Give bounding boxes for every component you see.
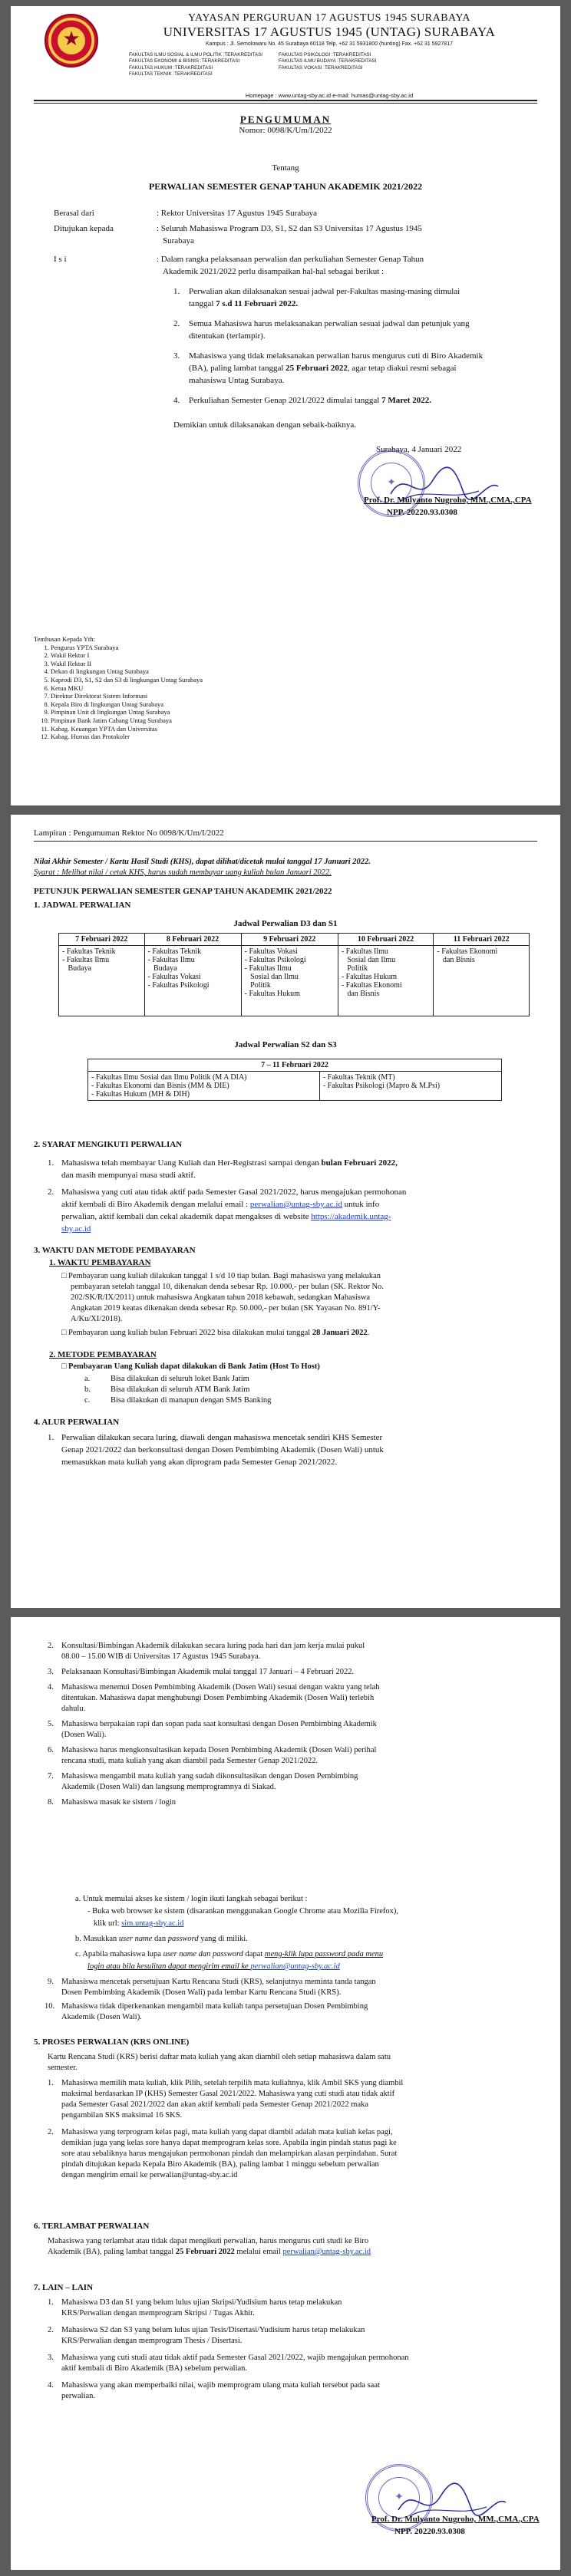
payment-text: □ Pembayaran uang kuliah dilakukan tanggal 1 s/d 10 tiap bulan. Bagi mahasiswa yang melakukan [61,1272,381,1280]
section-heading: 4. ALUR PERWALIAN [34,1418,120,1427]
item-text: Konsultasi/Bimbingan Akademik dilakukan secara luring pada hari dan jam kerja mulai pukul [61,1642,365,1650]
item-text: 08.00 – 15.00 WIB di Universitas 17 Agustus 1945 Surabaya. [61,1652,261,1661]
item-text: Mahasiswa yang akan memperbaiki nilai, wajib memprogram ulang mata kuliah tersebut pada saat [61,2381,380,2390]
table-cell: - Fakultas Ilmu Sosial dan Ilmu Politik - Fakultas Hukum - Fakultas Ekonomi dan Bisnis [338,946,434,1016]
item-text: Mahasiswa yang tidak melaksanakan perwalian harus mengurus cuti di Biro Akademik [189,351,484,361]
item-number: 6. [48,1746,54,1754]
login-step-a2: klik url: sim.untag-sby.ac.id [94,1919,184,1928]
list-item: 5. Kaprodi D3, S1, S2 dan S3 di lingkungan Untag Surabaya [51,676,203,684]
item-text: rencana studi, mata kuliah yang akan diambil pada Semester Genap 2021/2022. [61,1757,319,1765]
faculty: FAKULTAS ILMU SOSIAL & ILMU POLITIK :TERAKREDITASI [129,52,263,58]
list-item: Bisa dilakukan di seluruh ATM Bank Jatim [111,1385,250,1394]
payment-text: A/Ku/XI/2018). [71,1315,123,1323]
item-text: tanggal 7 s.d 11 Februari 2022. [189,299,299,308]
payment-text: pembayaran setelah tanggal 10, dikenakan denda sebesar Rp. 10.000,- per bulan (SK. Rektor No. [71,1283,384,1291]
login-step-b: b. Masukkan user name dan password yang di miliki. [75,1935,248,1943]
item-text: pengambilan SKS maksimal 16 SKS. [61,2111,183,2120]
list-item: 3. Wakil Rektor II [51,660,203,668]
letter-number: Nomor: 0098/K/Um/I/2022 [239,126,332,135]
ditujukan-label: Ditujukan kepada [54,224,114,233]
letterhead [11,6,560,97]
section-heading: 2. SYARAT MENGIKUTI PERWALIAN [34,1140,183,1149]
krs-text: Kartu Rencana Studi (KRS) berisi daftar mata kuliah yang akan diambil oleh setiap mahasiswa dalam satu [48,2053,391,2061]
section-heading: 7. LAIN – LAIN [34,2283,94,2292]
signer-name: Prof. Dr. Mulyanto Nugroho, MM.,CMA.,CPA [364,496,532,505]
list-item: Bisa dilakukan di seluruh loket Bank Jatim [111,1375,249,1383]
item-number: 4. [48,1683,54,1692]
login-step-c: c. Apabila mahasiswa lupa user name dan password dapat meng-klik lupa password pada menu [75,1950,384,1958]
list-item: 2. Wakil Rektor I [51,651,203,660]
item-text: maksimal berdasarkan IP (KHS) Semester Gasal 2021/2022. Mahasiswa yang cuti studi atau tidak aktif [61,2090,395,2098]
signer-name: Prof. Dr. Mulyanto Nugroho, MM.,CMA.,CPA [371,2515,540,2524]
item-text: Perwalian dilakukan secara luring, diawali dengan mahasiswa mencetak sendiri KHS Semester [61,1433,383,1442]
faculty: FAKULTAS EKONOMI & BISNIS :TERAKREDITASI [129,58,240,64]
item-text: Mahasiswa menemui Dosen Pembimbing Akademik (Dosen Wali) sesuai dengan waktu yang telah [61,1683,380,1692]
item-number: 4. [48,2381,54,2390]
item-text: sore atau sebaliknya harus mengajukan permohonan pindah dan melampirkan alasan perpindahan. Surat [61,2149,398,2158]
table-header: 11 Februari 2022 [434,934,530,946]
list-item: 1. Pengurus YPTA Surabaya [51,644,203,652]
item-text: dan masih mempunyai masa studi aktif. [61,1171,196,1180]
item-text: dengan mengirim email ke perwalian@untag-sby.ac.id [61,2171,238,2179]
payment-text: □ Pembayaran uang kuliah bulan Februari 2022 bisa dilakukan mulai tanggal 28 Januari 2022. [61,1329,370,1337]
closing-text: Demikian untuk dilaksanakan dengan sebaik-baiknya. [173,420,356,430]
table-cell: - Fakultas Teknik (MT) - Fakultas Psikologi (Mapro & M.Psi) [319,1072,501,1101]
faculty: FAKULTAS PSIKOLOGI :TERAKREDITASI [279,52,371,58]
siakad-link[interactable]: sim.untag-sby.ac.id [121,1919,184,1928]
table-header: 7 Februari 2022 [59,934,145,946]
table-cell: - Fakultas Ekonomi dan Bisnis [434,946,530,1016]
login-step-c2: login atau bila kesulitan dapat mengirim email ke perwalian@untag-sby.ac.id [87,1962,340,1971]
krs-text: semester. [48,2064,78,2072]
payment-method-title: □ Pembayaran Uang Kuliah dapat dilakukan di Bank Jatim (Host To Host) [61,1362,320,1371]
faculty: FAKULTAS TEKNIK :TERAKREDITASI [129,71,213,77]
page-3 [11,1617,560,2570]
item-text: pada Semester Gasal 2021/2022 dan akan aktif kembali pada Semester Genap 2021/2022 maka [61,2100,369,2109]
faculty-list [129,52,543,78]
table-header: 7 – 11 Februari 2022 [88,1059,502,1072]
divider [34,103,537,104]
berasal-value: : Rektor Universitas 17 Agustus 1945 Surabaya [157,209,317,218]
isi-intro: : Dalam rangka pelaksanaan perwalian dan perkuliahan Semester Genap Tahun [157,255,424,264]
table-header: 8 Februari 2022 [144,934,241,946]
item-text: KRS/Perwalian dengan memprogram Skripsi / Tugas Akhir. [61,2309,255,2317]
official-stamp-icon: ✦ [365,2464,433,2532]
item-text: Akademik (Dosen Wali) dan langsung memprogramnya di Siakad. [61,1783,276,1791]
announcement-heading: PENGUMUMAN [239,114,332,125]
list-item: 10. Pimpinan Bank Jatim Cabang Untag Surabaya [51,716,203,725]
item-number: 1. [48,2079,54,2087]
item-number: 5. [48,1720,54,1728]
item-text: Mahasiswa D3 dan S1 yang belum lulus ujian Skripsi/Yudisium harus tetap melakukan [61,2298,342,2307]
faculty: FAKULTAS HUKUM :TERAKREDITASI [129,64,213,71]
list-item: b. [84,1385,91,1394]
ditujukan-value: : Seluruh Mahasiswa Program D3, S1, S2 dan S3 Universitas 17 Agustus 1945 [157,224,422,233]
item-number: 2. [48,1642,54,1650]
section-heading: 6. TERLAMBAT PERWALIAN [34,2222,150,2231]
table-header: 9 Februari 2022 [241,934,338,946]
item-number: 2. [48,2326,54,2334]
item-number: 2. [48,2128,54,2136]
list-item: 9. Pimpinan Unit di lingkungan Untag Surabaya [51,708,203,716]
item-text: Akademik (Dosen Wali). [61,2013,142,2021]
berasal-label: Berasal dari [54,209,94,218]
item-text: Pelaksanaan Konsultasi/Bimbingan Akademik mulai tanggal 17 Januari – 4 Februari 2022. [61,1668,355,1676]
jadwal-d3-table [58,933,530,1016]
item-text: Mahasiswa berpakaian rapi dan sopan pada saat konsultasi dengan Dosen Pembimbing Akademik [61,1720,377,1728]
section-heading: 1. JADWAL PERWALIAN [34,901,131,910]
website-link[interactable]: https://akademik.untag- [311,1212,391,1221]
list-item: 6. Ketua MKU [51,684,203,693]
item-number: 1. [48,1158,54,1168]
item-number: 3. [48,2354,54,2362]
website-link[interactable]: sby.ac.id [61,1224,91,1234]
payment-text: Angkatan 2019 keatas dikenakan denda sebesar Rp. 50.000,- per bulan (SK Yayasan No. 891/Y- [71,1304,381,1313]
item-text: Mahasiswa yang cuti atau tidak aktif pada Semester Gasal 2021/2022, harus mengajukan permohonan [61,1188,407,1197]
item-text: Mahasiswa tidak diperkenankan mengambil mata kuliah tanpa persetujuan Dosen Pembimbing [61,2002,368,2011]
subsection-heading: 1. WAKTU PEMBAYARAN [49,1258,151,1267]
tembusan-list [34,635,203,741]
login-step-a: a. Untuk memulai akses ke sistem / login ikuti langkah sebagai berikut : [75,1895,308,1903]
item-number: 4. [173,396,180,405]
signer-npp: NPP. 20220.93.0308 [387,508,457,517]
item-number: 3. [48,1668,54,1676]
item-number: 2. [173,319,180,328]
item-text: Perkuliahan Semester Genap 2021/2022 dimulai tanggal 7 Maret 2022. [189,396,431,405]
item-text: Mahasiswa S2 dan S3 yang belum lulus ujian Tesis/Disertasi/Yudisium harus tetap melakukan [61,2326,365,2334]
item-text: Genap 2021/2022 dan berkonsultasi dengan Dosen Pembimbing Akademik (Dosen Wali) untuk [61,1445,384,1454]
jadwal-d3-title: Jadwal Perwalian D3 dan S1 [233,919,338,928]
khs-requirement: Syarat : Melihat nilai / cetak KHS, harus sudah membayar uang kuliah bulan Januari 2022. [34,868,332,877]
item-text: aktif kembali di Biro Akademik (BA) sebelum perwalian. [61,2364,248,2373]
table-cell: - Fakultas Teknik - Fakultas Ilmu Budaya [59,946,145,1016]
faculty: FAKULTAS VOKASI :TERAKREDITASI [279,64,363,71]
list-item: 8. Kepala Biro di lingkungan Untag Surabaya [51,700,203,709]
isi-intro-2: Akademik 2021/2022 perlu disampaikan hal-hal sebagai berikut : [163,267,385,276]
faculty: FAKULTAS ILMU BUDAYA :TERAKREDITASI [279,58,377,64]
subsection-heading: 2. METODE PEMBAYARAN [49,1350,157,1359]
campus-address: Kampus : Jl. Semolowaru No. 45 Surabaya 60118 Telp. +62 31 5931800 (hunting) Fax. +62 31 5927817 [206,41,453,47]
item-text: ditentukan. Mahasiswa dapat menghubungi Dosen Pembimbing Akademik (Dosen Wali) terlebih [61,1694,375,1702]
khs-info: Nilai Akhir Semester / Kartu Hasil Studi (KHS), dapat dilihat/dicetak mulai tanggal 17 Januari 2022. [34,858,371,866]
subject-title: PERWALIAN SEMESTER GENAP TAHUN AKADEMIK 2021/2022 [148,181,423,192]
item-text: ditentukan (terlampir). [189,331,266,341]
list-item: c. [84,1396,91,1405]
item-text: (Dosen Wali). [61,1731,107,1739]
item-number: 7. [48,1772,54,1780]
tembusan-title: Tembusan Kepada Yth: [34,635,95,643]
payment-text: 202/SK/R/IX/2011) untuk mahasiswa Angkatan tahun 2018 kebawah, sedangkan Mahasiswa [71,1293,371,1302]
item-text: demikian juga yang kelas sore hanya dapat memprogram kelas sore. Apabila ingin pindah status pagi ke [61,2139,397,2147]
item-text: mahasiswa Untag Surabaya. [189,376,285,385]
divider [34,100,537,101]
item-text: pindah ditujukan kepada Kepala Biro Akademik (BA), paling lambat 1 minggu sebelum perwalian [61,2160,379,2169]
item-number: 8. [48,1798,54,1807]
item-text: Mahasiswa memilih mata kuliah, klik Pilih, setelah terpilih mata kuliahnya, klik Ambil SKS yang diambil [61,2079,404,2087]
item-number: 1. [173,287,180,296]
item-text: Semua Mahasiswa harus melaksanakan perwalian sesuai jadwal dan petunjuk yang [189,319,470,328]
table-cell: - Fakultas Teknik - Fakultas Ilmu Budaya - Fakultas Vokasi - Fakultas Psikologi [144,946,241,1016]
list-item: 4. Dekan di lingkungan Untag Surabaya [51,667,203,676]
item-number: 1. [48,1433,54,1442]
ditujukan-value-2: Surabaya [163,236,194,245]
item-text: KRS/Perwalian dengan memprogram Thesis / Disertasi. [61,2337,243,2345]
item-text: Mahasiswa mengambil mata kuliah yang sudah dikonsultasikan dengan Dosen Pembimbing [61,1772,358,1780]
item-text: perwalian. [61,2392,96,2400]
item-number: 2. [48,1188,54,1197]
page-2 [11,815,560,1608]
petunjuk-title: PETUNJUK PERWALIAN SEMESTER GENAP TAHUN AKADEMIK 2021/2022 [34,887,332,896]
email-link[interactable]: perwalian@untag-sby.ac.id [282,2248,371,2256]
item-text: Mahasiswa masuk ke sistem / login [61,1798,177,1807]
section-heading: 5. PROSES PERWALIAN (KRS ONLINE) [34,2037,190,2047]
university-name: UNIVERSITAS 17 AGUSTUS 1945 (UNTAG) SURABAYA [163,25,496,39]
homepage-line: Homepage : www.untag-sby.ac.id e-mail: humas@untag-sby.ac.id [245,92,414,99]
item-text: Mahasiswa telah membayar Uang Kuliah dan Her-Registrasi sampai dengan bulan Februari 2022, [61,1158,398,1168]
item-number: 9. [48,1978,54,1986]
late-text: Akademik (BA), paling lambat tanggal 25 Februari 2022 melalui email perwalian@untag-sby.ac.id [48,2248,371,2256]
jadwal-s2-table [87,1059,502,1101]
official-stamp-icon: ✦ [358,450,425,517]
item-text: aktif kembali di Biro Akademik dengan melalui email : perwalian@untag-sby.ac.id untuk info [61,1200,380,1209]
email-link[interactable]: perwalian@untag-sby.ac.id [249,1200,342,1209]
list-item: Bisa dilakukan di manapun dengan SMS Banking [111,1396,272,1405]
list-item: 11. Kabag. Keuangan YPTA dan Universitas [51,725,203,733]
list-item: 7. Direktur Direktorat Sistem Informasi [51,692,203,700]
list-item: 12. Kabag. Humas dan Protokoler [51,733,203,741]
item-text: Perwalian akan dilaksanakan sesuai jadwal per-Fakultas masing-masing dimulai [189,287,460,296]
item-text: Dosen Pembimbing Akademik (Dosen Wali) pada lembar Kartu Rencana Studi (KRS). [61,1988,342,1997]
divider [34,841,537,842]
jadwal-s2-title: Jadwal Perwalian S2 dan S3 [234,1040,337,1049]
yayasan-name: YAYASAN PERGURUAN 17 AGUSTUS 1945 SURABAYA [187,12,471,24]
item-text: Mahasiswa mencetak persetujuan Kartu Rencana Studi (KRS), selanjutnya meminta tanda tangan [61,1978,376,1986]
letter-date: Surabaya, 4 Januari 2022 [376,445,462,454]
item-number: 10. [45,2002,55,2011]
table-cell: - Fakultas Ilmu Sosial dan Ilmu Politik (M A DIA) - Fakultas Ekonomi dan Bisnis (MM & DIE) - Fakultas Hukum (MH & DIH) [88,1072,320,1101]
page-1 [11,6,560,805]
list-item: a. [84,1375,91,1383]
section-heading: 3. WAKTU DAN METODE PEMBAYARAN [34,1246,196,1255]
email-link[interactable]: perwalian@untag-sby.ac.id [250,1962,340,1971]
lampiran-line: Lampiran : Pengumuman Rektor No 0098/K/Um/I/2022 [34,828,224,838]
item-number: 3. [173,351,180,361]
item-text: (BA), paling lambat tanggal 25 Februari 2022, agar tetap diakui resmi sebagai [189,364,457,373]
untag-logo-icon: ★ [45,14,98,68]
tentang-label: Tentang [272,163,299,173]
item-text: Mahasiswa yang cuti studi atau tidak aktif pada Semester Gasal 2021/2022, wajib mengajukan permohonan [61,2354,409,2362]
isi-label: I s i [54,255,67,264]
login-step-a1: - Buka web browser ke sistem (disarankan menggunakan Google Chrome atau Mozilla Firefox), [87,1907,399,1916]
late-text: Mahasiswa yang terlambat atau tidak dapat mengikuti perwalian, harus mengurus cuti studi ke Biro [48,2237,369,2245]
item-text: dahulu. [61,1705,86,1713]
signer-npp: NPP. 20220.93.0308 [394,2527,465,2536]
item-text: perwalian, aktif kembali dan cekal akademik dapat mengakses di website https://akademik.untag- [61,1212,391,1221]
item-text: Mahasiswa yang terprogram kelas pagi, mata kuliah yang dapat diambil adalah mata kuliah kelas pagi, [61,2128,393,2136]
table-cell: - Fakultas Vokasi - Fakultas Psikologi - Fakultas Ilmu Sosial dan Ilmu Politik - Fakultas Hukum [241,946,338,1016]
item-text [61,1223,91,1235]
item-text: memasukkan mata kuliah yang akan diprogram pada Semester Genap 2021/2022. [61,1458,338,1467]
item-text: Mahasiswa harus mengkonsultasikan kepada Dosen Pembimbing Akademik (Dosen Wali) perihal [61,1746,377,1754]
item-number: 1. [48,2298,54,2307]
table-header: 10 Februari 2022 [338,934,434,946]
